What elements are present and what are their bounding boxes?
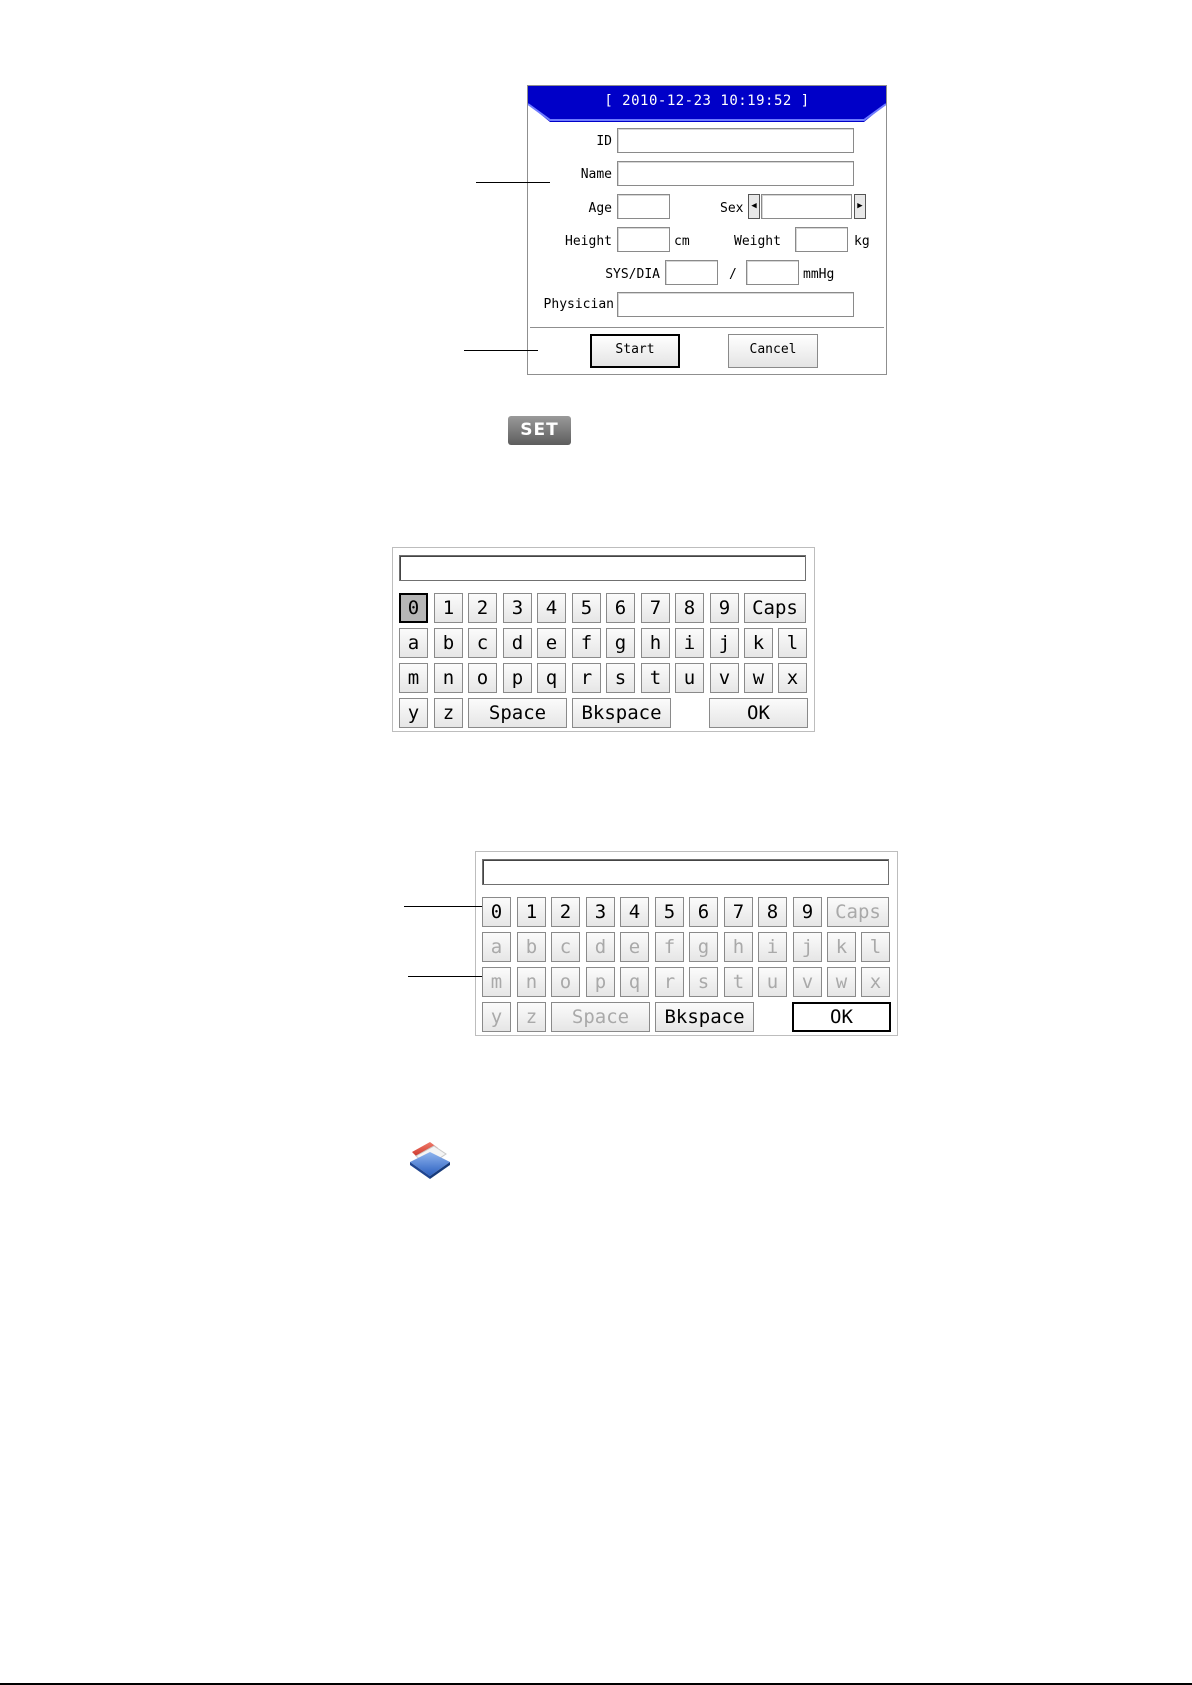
caps-key: Caps xyxy=(827,897,889,927)
key-m[interactable]: m xyxy=(399,663,428,693)
callout-line-disabled-keys xyxy=(408,976,482,977)
key-1[interactable]: 1 xyxy=(517,897,546,927)
key-h: h xyxy=(724,932,753,962)
key-a: a xyxy=(482,932,511,962)
name-field[interactable] xyxy=(617,161,854,186)
folder-icon xyxy=(408,1138,452,1184)
key-s: s xyxy=(689,967,718,997)
key-y: y xyxy=(482,1002,511,1032)
sex-label: Sex xyxy=(720,201,744,216)
key-1[interactable]: 1 xyxy=(434,593,463,623)
key-j[interactable]: j xyxy=(710,628,739,658)
key-p[interactable]: p xyxy=(503,663,532,693)
key-z[interactable]: z xyxy=(434,698,463,728)
soft-keyboard-numeric xyxy=(475,851,898,1036)
key-u[interactable]: u xyxy=(675,663,704,693)
dialog-title: [ 2010-12-23 10:19:52 ] xyxy=(604,93,810,109)
key-c[interactable]: c xyxy=(468,628,497,658)
key-q: q xyxy=(620,967,649,997)
key-x: x xyxy=(861,967,890,997)
key-f[interactable]: f xyxy=(572,628,601,658)
cancel-button[interactable]: Cancel xyxy=(728,334,818,368)
dialog-separator xyxy=(530,327,884,328)
key-2[interactable]: 2 xyxy=(551,897,580,927)
key-6[interactable]: 6 xyxy=(606,593,635,623)
sys-dia-label: SYS/DIA xyxy=(605,267,660,282)
keyboard-entry-field[interactable] xyxy=(399,555,806,581)
key-f: f xyxy=(655,932,684,962)
key-n[interactable]: n xyxy=(434,663,463,693)
key-g: g xyxy=(689,932,718,962)
key-v[interactable]: v xyxy=(710,663,739,693)
weight-unit: kg xyxy=(854,234,870,249)
height-field[interactable] xyxy=(617,227,670,252)
key-0[interactable]: 0 xyxy=(399,593,428,623)
key-i[interactable]: i xyxy=(675,628,704,658)
weight-field[interactable] xyxy=(795,227,848,252)
key-3[interactable]: 3 xyxy=(503,593,532,623)
key-k[interactable]: k xyxy=(744,628,773,658)
backspace-key[interactable]: Bkspace xyxy=(572,698,671,728)
sex-select[interactable] xyxy=(761,194,852,219)
key-7[interactable]: 7 xyxy=(724,897,753,927)
sys-field[interactable] xyxy=(665,260,718,285)
key-q[interactable]: q xyxy=(537,663,566,693)
name-label: Name xyxy=(580,167,612,182)
key-l[interactable]: l xyxy=(778,628,807,658)
key-9[interactable]: 9 xyxy=(793,897,822,927)
key-b[interactable]: b xyxy=(434,628,463,658)
key-c: c xyxy=(551,932,580,962)
key-t[interactable]: t xyxy=(641,663,670,693)
key-x[interactable]: x xyxy=(778,663,807,693)
soft-keyboard-lowercase xyxy=(392,547,815,732)
key-7[interactable]: 7 xyxy=(641,593,670,623)
bp-separator: / xyxy=(729,267,737,282)
key-2[interactable]: 2 xyxy=(468,593,497,623)
key-u: u xyxy=(758,967,787,997)
key-5[interactable]: 5 xyxy=(572,593,601,623)
callout-line-enabled-keys xyxy=(404,906,482,907)
id-label: ID xyxy=(596,134,612,149)
key-h[interactable]: h xyxy=(641,628,670,658)
physician-field[interactable] xyxy=(617,292,854,317)
set-key-badge: SET xyxy=(508,416,571,445)
height-unit: cm xyxy=(674,234,690,249)
ok-key[interactable]: OK xyxy=(792,1002,891,1032)
key-6[interactable]: 6 xyxy=(689,897,718,927)
key-4[interactable]: 4 xyxy=(620,897,649,927)
space-key: Space xyxy=(551,1002,650,1032)
key-3[interactable]: 3 xyxy=(586,897,615,927)
key-w: w xyxy=(827,967,856,997)
key-y[interactable]: y xyxy=(399,698,428,728)
callout-line-buttons xyxy=(464,350,538,351)
right-arrow-icon[interactable]: ▶ xyxy=(854,194,866,219)
key-k: k xyxy=(827,932,856,962)
backspace-key[interactable]: Bkspace xyxy=(655,1002,754,1032)
physician-label: Physician xyxy=(543,297,614,312)
id-field[interactable] xyxy=(617,128,854,153)
dia-field[interactable] xyxy=(746,260,799,285)
start-button[interactable]: Start xyxy=(590,334,680,368)
keyboard-entry-field[interactable] xyxy=(482,859,889,885)
key-d: d xyxy=(586,932,615,962)
key-s[interactable]: s xyxy=(606,663,635,693)
key-b: b xyxy=(517,932,546,962)
key-n: n xyxy=(517,967,546,997)
key-l: l xyxy=(861,932,890,962)
key-o: o xyxy=(551,967,580,997)
key-o[interactable]: o xyxy=(468,663,497,693)
key-t: t xyxy=(724,967,753,997)
key-p: p xyxy=(586,967,615,997)
age-label: Age xyxy=(588,201,612,216)
key-v: v xyxy=(793,967,822,997)
key-r: r xyxy=(655,967,684,997)
key-r[interactable]: r xyxy=(572,663,601,693)
space-key[interactable]: Space xyxy=(468,698,567,728)
weight-label: Weight xyxy=(734,234,781,249)
key-g[interactable]: g xyxy=(606,628,635,658)
age-field[interactable] xyxy=(617,194,670,219)
patient-info-dialog xyxy=(527,85,887,375)
key-j: j xyxy=(793,932,822,962)
left-arrow-icon[interactable]: ◀ xyxy=(748,194,760,219)
key-8[interactable]: 8 xyxy=(758,897,787,927)
key-d[interactable]: d xyxy=(503,628,532,658)
callout-line-fields xyxy=(476,182,550,183)
key-a[interactable]: a xyxy=(399,628,428,658)
key-e: e xyxy=(620,932,649,962)
key-4[interactable]: 4 xyxy=(537,593,566,623)
height-label: Height xyxy=(565,234,612,249)
key-i: i xyxy=(758,932,787,962)
key-5[interactable]: 5 xyxy=(655,897,684,927)
key-0[interactable]: 0 xyxy=(482,897,511,927)
ok-key[interactable]: OK xyxy=(709,698,808,728)
key-w[interactable]: w xyxy=(744,663,773,693)
key-z: z xyxy=(517,1002,546,1032)
key-9[interactable]: 9 xyxy=(710,593,739,623)
key-e[interactable]: e xyxy=(537,628,566,658)
dialog-title-bar xyxy=(528,86,886,122)
key-m: m xyxy=(482,967,511,997)
key-8[interactable]: 8 xyxy=(675,593,704,623)
bp-unit: mmHg xyxy=(803,267,835,282)
caps-key[interactable]: Caps xyxy=(744,593,806,623)
